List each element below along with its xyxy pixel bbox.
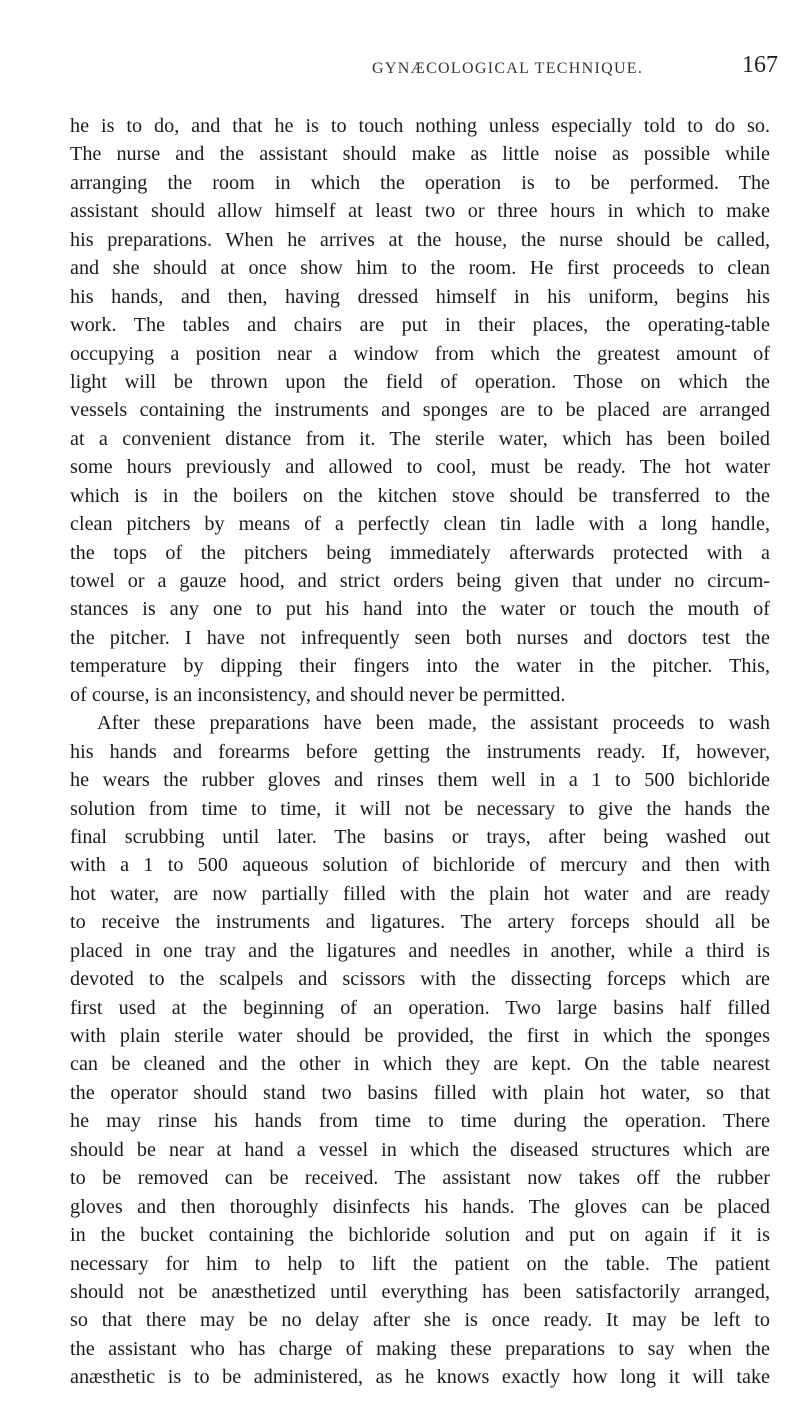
text-line: work. The tables and chairs are put in their places, the operating-table (70, 314, 770, 337)
text-line: first used at the beginning of an operation. Two large basins half filled (70, 996, 770, 1019)
page-number: 167 (742, 52, 778, 78)
text-line: can be cleaned and the other in which they are kept. On the table nearest (70, 1053, 770, 1076)
text-line: with a 1 to 500 aqueous solution of bichloride of mercury and then with (70, 854, 770, 877)
text-line: to receive the instruments and ligatures. The artery forceps should all be (70, 911, 770, 934)
text-line: so that there may be no delay after she is once ready. It may be left to (70, 1309, 770, 1332)
text-line: temperature by dipping their fingers into the water in the pitcher. This, (70, 655, 770, 678)
paragraph-start-line: After these preparations have been made, the assistant proceeds to wash (97, 712, 770, 735)
text-line: final scrubbing until later. The basins or trays, after being washed out (70, 825, 770, 848)
running-title: GYNÆCOLOGICAL TECHNIQUE. (372, 60, 644, 77)
text-line: arranging the room in which the operation is to be performed. The (70, 171, 770, 194)
text-line: the pitcher. I have not infrequently seen both nurses and doctors test the (70, 626, 770, 649)
text-line: occupying a position near a window from which the greatest amount of (70, 342, 770, 365)
text-line: the operator should stand two basins filled with plain hot water, so that (70, 1081, 770, 1104)
text-line: stances is any one to put his hand into the water or touch the mouth of (70, 598, 770, 621)
text-line: solution from time to time, it will not be necessary to give the hands the (70, 797, 770, 820)
text-line: placed in one tray and the ligatures and needles in another, while a third is (70, 939, 770, 962)
text-line: to be removed can be received. The assistant now takes off the rubber (70, 1167, 770, 1190)
text-line: devoted to the scalpels and scissors with the dissecting forceps which are (70, 968, 770, 991)
text-line: The nurse and the assistant should make as little noise as possible while (70, 143, 770, 166)
body-text (70, 112, 770, 1392)
running-header (0, 52, 800, 82)
text-line: his preparations. When he arrives at the house, the nurse should be called, (70, 228, 770, 251)
text-line: clean pitchers by means of a perfectly clean tin ladle with a long handle, (70, 513, 770, 536)
text-line: his hands, and then, having dressed himself in his uniform, begins his (70, 285, 770, 308)
text-line: gloves and then thoroughly disinfects his hands. The gloves can be placed (70, 1195, 770, 1218)
text-line: should be near at hand a vessel in which the diseased structures which are (70, 1138, 770, 1161)
text-line: should not be anæsthetized until everything has been satisfactorily arranged, (70, 1280, 770, 1303)
text-line: assistant should allow himself at least two or three hours in which to make (70, 200, 770, 223)
text-line: light will be thrown upon the field of operation. Those on which the (70, 370, 770, 393)
text-line: towel or a gauze hood, and strict orders being given that under no circum- (70, 570, 770, 592)
paragraph-end-line: of course, is an inconsistency, and should never be permitted. (70, 683, 566, 706)
text-line: he is to do, and that he is to touch nothing unless especially told to do so. (70, 115, 770, 137)
text-line: and she should at once show him to the room. He first proceeds to clean (70, 257, 770, 280)
text-line: necessary for him to help to lift the patient on the table. The patient (70, 1252, 770, 1275)
text-line: in the bucket containing the bichloride solution and put on again if it is (70, 1224, 770, 1247)
text-line: hot water, are now partially filled with the plain hot water and are ready (70, 882, 770, 905)
text-line: he wears the rubber gloves and rinses them well in a 1 to 500 bichloride (70, 769, 770, 792)
text-line: vessels containing the instruments and sponges are to be placed are arranged (70, 399, 770, 422)
text-line: he may rinse his hands from time to time during the operation. There (70, 1110, 770, 1133)
text-line: his hands and forearms before getting the instruments ready. If, however, (70, 740, 770, 763)
text-line: some hours previously and allowed to cool, must be ready. The hot water (70, 456, 770, 479)
text-line: which is in the boilers on the kitchen stove should be transferred to the (70, 484, 770, 507)
text-line: the assistant who has charge of making these preparations to say when the (70, 1337, 770, 1360)
text-line: with plain sterile water should be provided, the first in which the sponges (70, 1025, 770, 1047)
text-line: anæsthetic is to be administered, as he knows exactly how long it will take (70, 1366, 770, 1389)
text-line: the tops of the pitchers being immediately afterwards protected with a (70, 541, 770, 564)
text-line: at a convenient distance from it. The sterile water, which has been boiled (70, 427, 770, 450)
